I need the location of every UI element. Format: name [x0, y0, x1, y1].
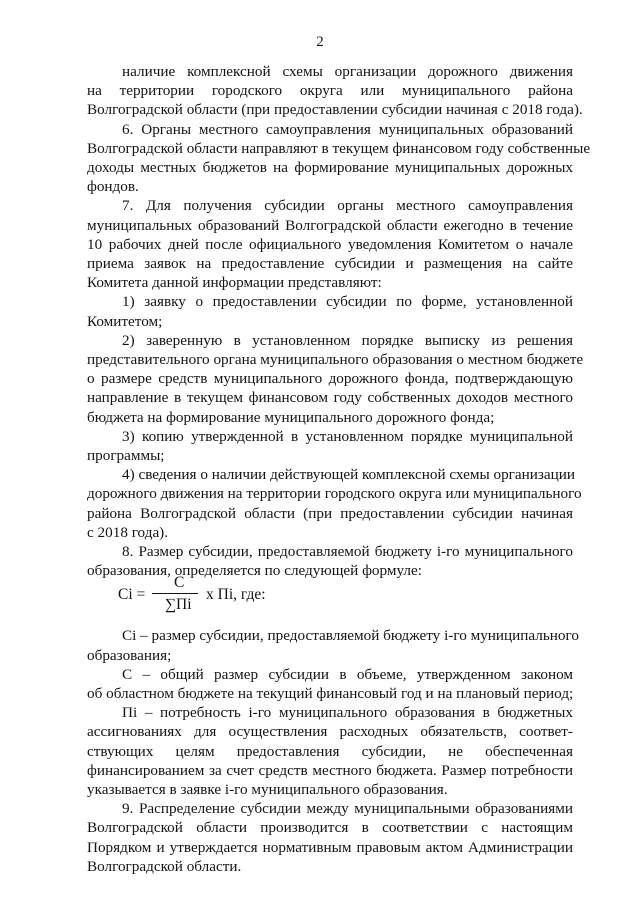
- text-line: ассигнованиях для осуществления расходных обязательств, соответ-: [87, 723, 573, 741]
- text-line: 1) заявку о предоставлении субсидии по форме, установленной: [122, 293, 573, 311]
- formula-denominator: ∑Пi: [165, 596, 192, 614]
- text-line: Волгоградской области.: [87, 857, 242, 875]
- text-line: Волгоградской области (при предоставлении субсидии начиная с 2018 года).: [87, 101, 583, 119]
- text-line: 3) копию утвержденной в установленном порядке муниципальной: [122, 427, 573, 445]
- page-number: 2: [316, 34, 324, 50]
- formula-numerator: C: [174, 574, 185, 592]
- text-line: наличие комплексной схемы организации дорожного движения: [122, 63, 573, 80]
- text-line: дорожного движения на территории городского округа или муниципального: [87, 485, 582, 503]
- subsidy-formula: [100, 574, 300, 614]
- text-line: с 2018 года).: [87, 523, 169, 541]
- text-line: образования, определяется по следующей формуле:: [87, 562, 422, 580]
- text-line: Пi – потребность i-го муниципального образования в бюджетных: [122, 704, 573, 722]
- text-line: 4) сведения о наличии действующей комплексной схемы организации: [122, 466, 576, 484]
- text-line: Комитетом;: [87, 312, 163, 330]
- text-line: района Волгоградской области (при предоставлении субсидии начиная: [87, 504, 573, 522]
- text-line: 8. Размер субсидии, предоставляемой бюджету i-го муниципального: [122, 543, 573, 560]
- text-line: программы;: [87, 447, 165, 464]
- text-line: фондов.: [87, 178, 139, 196]
- formula-lhs: Ci =: [118, 586, 146, 604]
- text-line: Комитета данной информации представляют:: [87, 274, 382, 292]
- text-line: финансированием за счет средств местного бюджета. Размер потребности: [87, 761, 573, 779]
- text-line: о размере средств муниципального дорожного фонда, подтверждающую: [87, 370, 573, 388]
- text-line: Ci – размер субсидии, предоставляемой бюджету i-го муниципального: [122, 627, 579, 645]
- text-line: на территории городского округа или муниципального района: [87, 82, 573, 100]
- text-line: представительного органа муниципального образования о местном бюджете: [87, 351, 584, 368]
- text-line: 2) заверенную в установленном порядке выписку из решения: [122, 331, 573, 349]
- text-line: муниципальных образований Волгоградской области ежегодно в течение: [87, 216, 573, 234]
- text-line: направление в текущем финансовом году собственных доходов местного: [87, 389, 573, 407]
- text-line: приема заявок на предоставление субсидии и размещения на сайте: [87, 255, 573, 272]
- text-line: 7. Для получения субсидии органы местного самоуправления: [122, 197, 573, 215]
- text-line: бюджета на формирование муниципального дорожного фонда;: [87, 408, 495, 426]
- text-line: 10 рабочих дней после официального уведомления Комитетом о начале: [87, 235, 573, 253]
- text-line: ствующих целям предоставления субсидии, не обеспеченная: [87, 742, 573, 760]
- text-line: об областном бюджете на текущий финансовый год и на плановый период;: [87, 685, 574, 702]
- text-line: Волгоградской области производится в соответствии с настоящим: [87, 819, 573, 837]
- text-line: 9. Распределение субсидии между муниципальными образованиями: [122, 800, 573, 818]
- fraction-bar: [152, 593, 198, 594]
- text-line: С – общий размер субсидии в объеме, утвержденном законом: [122, 665, 573, 683]
- text-line: 6. Органы местного самоуправления муниципальных образований: [122, 120, 573, 138]
- text-line: Порядком и утверждается нормативным правовым актом Администрации: [87, 838, 573, 856]
- formula-rhs: x Пi, где:: [206, 586, 266, 604]
- text-line: доходы местных бюджетов на формирование муниципальных дорожных: [87, 159, 573, 176]
- text-line: образования;: [87, 646, 172, 664]
- text-line: указывается в заявке i-го муниципального образования.: [87, 781, 448, 798]
- text-line: Волгоградской области направляют в текущем финансовом году собственные: [87, 139, 591, 157]
